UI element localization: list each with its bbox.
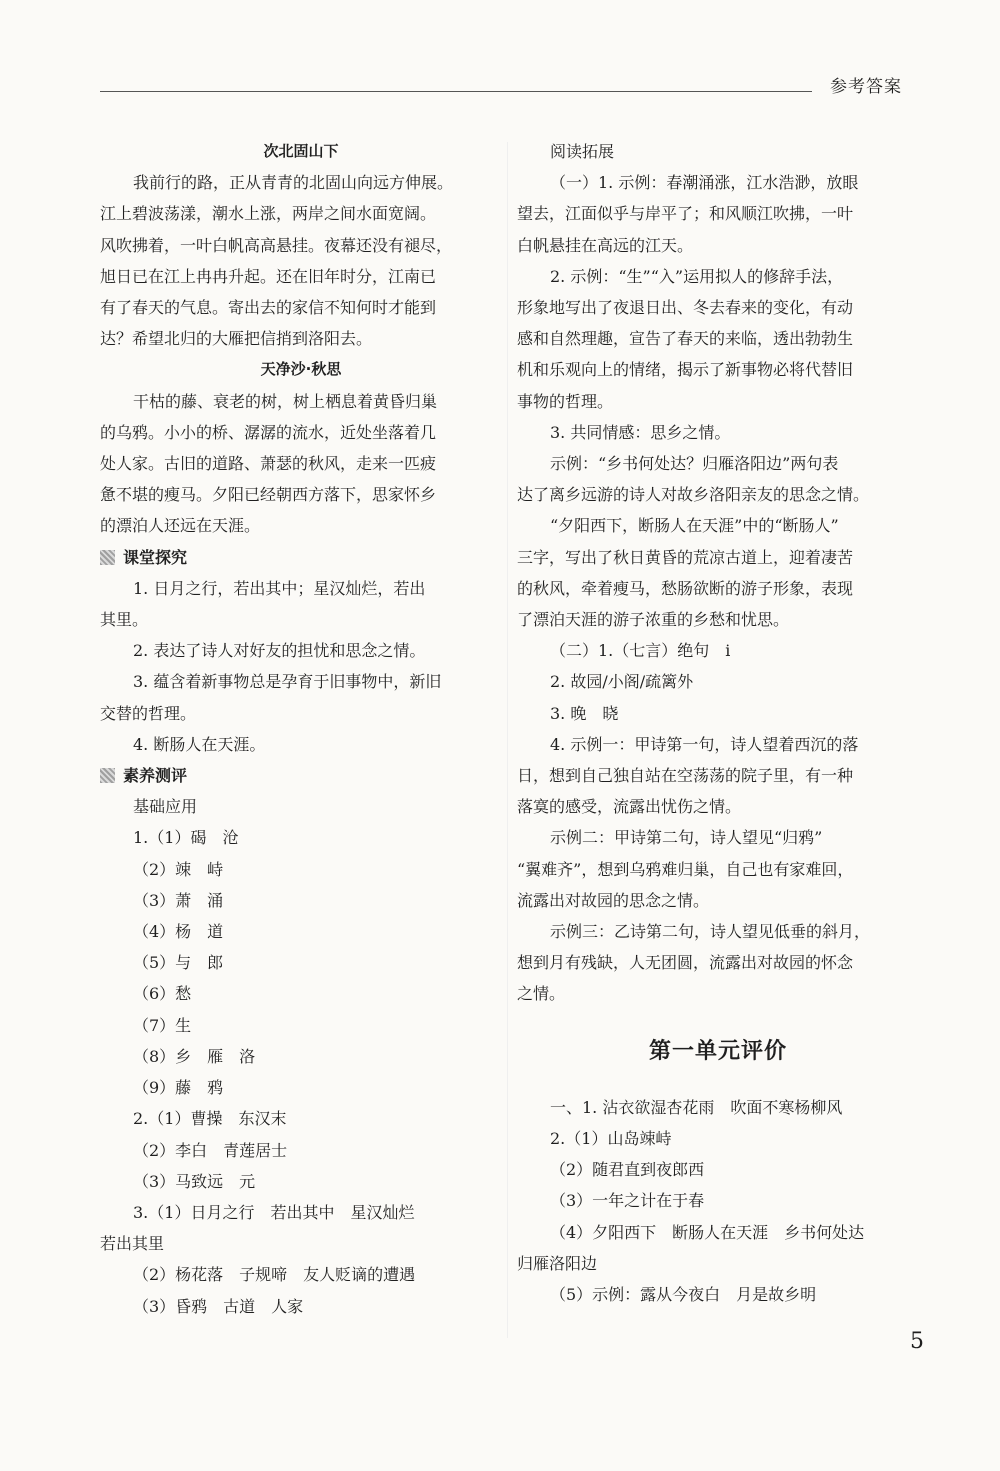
square-pattern-icon [100,768,115,783]
unit-line: 一、1. 沾衣欲湿杏花雨 吹面不寒杨柳风 [550,1097,843,1117]
poem2-title: 天净沙·秋思 [260,360,342,379]
poem1-line: 风吹拂着，一叶白帆高高悬挂。夜幕还没有褪尽， [100,235,453,255]
reading-line: 流露出对故园的思念之情。 [517,890,710,910]
assessment-line: （8）乡 雁 洛 [133,1046,256,1066]
assessment-line: （2）竦 峙 [133,859,224,879]
assessment-line: （3）昏鸦 古道 人家 [133,1296,304,1316]
page-number: 5 [910,1329,924,1354]
poem2-line: 的漂泊人还远在天涯。 [100,516,261,536]
unit-evaluation-title: 第一单元评价 [648,1038,787,1064]
reading-line: 白帆悬挂在高远的江天。 [517,235,694,255]
reading-line: 想到月有残缺，人无团圆，流露出对故园的怀念 [517,953,854,973]
inquiry-line: 1. 日月之行，若出其中；星汉灿烂，若出 [133,578,426,598]
reading-line: 2. 示例：“生”“入”运用拟人的修辞手法， [550,266,844,286]
reading-line: （二）1.（七言）绝句 i [550,641,731,661]
reading-line: 了漂泊天涯的游子浓重的乡愁和忧思。 [517,610,790,630]
unit-line: 归雁洛阳边 [517,1253,598,1273]
poem2-line: 惫不堪的瘦马。夕阳已经朝西方落下，思家怀乡 [100,485,437,505]
header-title: 参考答案 [830,77,902,97]
assessment-line: 基础应用 [133,797,198,817]
reading-line: 阅读拓展 [550,142,615,161]
assessment-line: 2.（1）曹操 东汉末 [133,1109,287,1129]
square-pattern-icon [100,550,115,565]
assessment-line: （3）萧 涌 [133,890,224,910]
right-column [517,136,919,1310]
poem1-line: 有了春天的气息。寄出去的家信不知何时才能到 [100,298,437,318]
assessment-line: （2）李白 青莲居士 [133,1140,288,1160]
inquiry-line: 其里。 [100,610,149,630]
assessment-line: （6）愁 [133,984,192,1004]
section-title-text: 课堂探究 [123,547,188,567]
section-literacy-assessment [100,760,502,791]
assessment-line: （7）生 [133,1015,192,1035]
reading-line: 示例：“乡书何处达？归雁洛阳边”两句表 [550,454,839,474]
reading-line: 之情。 [517,984,566,1004]
reading-line: 4. 示例一：甲诗第一句，诗人望着西沉的落 [550,734,859,754]
reading-line: 感和自然理趣，宣告了春天的来临，透出勃勃生 [517,329,854,349]
reading-line: “翼难齐”，想到乌鸦难归巢，自己也有家难回， [517,859,854,879]
assessment-line: 3.（1）日月之行 若出其中 星汉灿烂 [133,1202,415,1222]
reading-line: 的秋风，牵着瘦马，愁肠欲断的游子形象，表现 [517,578,854,598]
section-classroom-inquiry [100,542,502,573]
assessment-line: 若出其里 [100,1234,165,1254]
poem1-line: 旭日已在江上冉冉升起。还在旧年时分，江南已 [100,266,437,286]
reading-line: 机和乐观向上的情绪，揭示了新事物必将代替旧 [517,360,854,380]
assessment-line: （5）与 郎 [133,953,224,973]
poem2-line: 干枯的藤、衰老的树，树上栖息着黄昏归巢 [133,391,438,411]
reading-line: 示例三：乙诗第二句，诗人望见低垂的斜月， [550,922,871,942]
assessment-line: 1.（1）碣 沧 [133,828,239,848]
reading-line: 形象地写出了夜退日出、冬去春来的变化，有动 [517,298,854,318]
reading-line: 事物的哲理。 [517,391,614,411]
reading-line: 望去，江面似乎与岸平了；和风顺江吹拂，一叶 [517,204,854,224]
poem1-line: 达？希望北归的大雁把信捎到洛阳去。 [100,329,373,349]
reading-line: （一）1. 示例：春潮涌涨，江水浩渺，放眼 [550,173,859,193]
reading-line: 达了离乡远游的诗人对故乡洛阳亲友的思念之情。 [517,485,870,505]
poem2-line: 处人家。古旧的道路、萧瑟的秋风，走来一匹疲 [100,454,437,474]
assessment-line: （9）藤 鸦 [133,1078,224,1098]
unit-line: （3）一年之计在于春 [550,1191,705,1211]
reading-line: 2. 故园/小阁/疏篱外 [550,672,694,692]
inquiry-line: 交替的哲理。 [100,703,197,723]
inquiry-line: 3. 蕴含着新事物总是孕育于旧事物中，新旧 [133,672,442,692]
unit-line: （2）随君直到夜郎西 [550,1160,705,1180]
reading-line: 3. 共同情感：思乡之情。 [550,422,731,442]
reading-line: 落寞的感受，流露出忧伤之情。 [517,797,742,817]
column-divider [507,142,508,1338]
reading-line: “夕阳西下，断肠人在天涯”中的“断肠人” [550,516,839,536]
reading-line: 三字，写出了秋日黄昏的荒凉古道上，迎着凄苦 [517,547,854,567]
header-rule [100,91,812,92]
assessment-line: （2）杨花落 子规啼 友人贬谪的遭遇 [133,1265,416,1285]
unit-line: （5）示例：露从今夜白 月是故乡明 [550,1284,817,1304]
left-column [100,136,502,1322]
unit-line: （4）夕阳西下 断肠人在天涯 乡书何处达 [550,1222,865,1242]
section-title-text: 素养测评 [123,766,188,786]
inquiry-line: 2. 表达了诗人对好友的担忧和思念之情。 [133,641,426,661]
assessment-line: （4）杨 道 [133,922,224,942]
reading-line: 3. 晚 晓 [550,703,619,723]
poem1-line: 我前行的路，正从青青的北固山向远方伸展。 [133,173,454,193]
poem1-title: 次北固山下 [263,142,339,160]
unit-line: 2.（1）山岛竦峙 [550,1128,672,1148]
poem1-line: 江上碧波荡漾，潮水上涨，两岸之间水面宽阔。 [100,204,437,224]
reading-line: 示例二：甲诗第二句，诗人望见“归鸦” [550,828,823,848]
inquiry-line: 4. 断肠人在天涯。 [133,734,266,754]
poem2-line: 的乌鸦。小小的桥、潺潺的流水，近处坐落着几 [100,422,437,442]
assessment-line: （3）马致远 元 [133,1171,256,1191]
reading-line: 日，想到自己独自站在空荡荡的院子里，有一种 [517,766,854,786]
